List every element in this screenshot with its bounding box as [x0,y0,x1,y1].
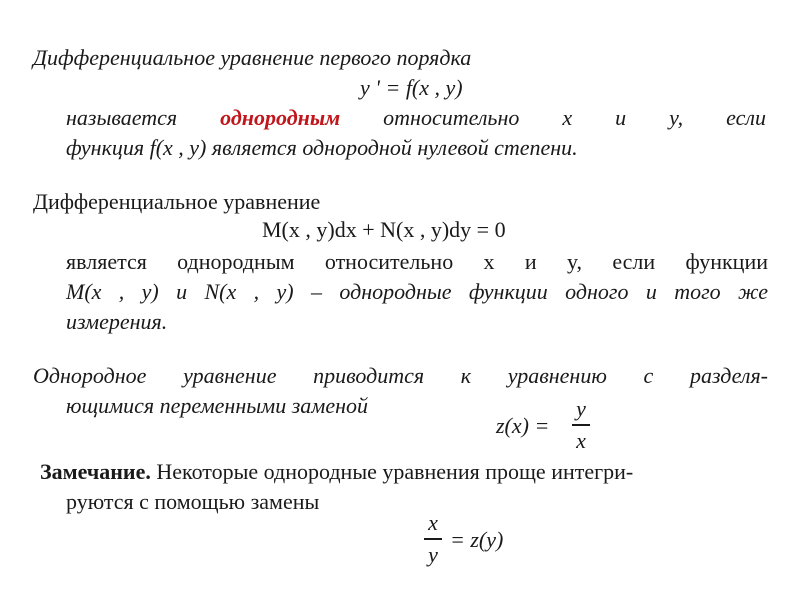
section1-line2 [66,104,766,132]
fraction-bar [572,424,590,426]
fraction-denominator: x [576,427,586,453]
section1-line2-pre: называется [66,105,221,130]
fraction-bar [424,538,442,540]
remark-line1-rest: Некоторые однородные уравнения проще интегри- [150,459,634,484]
remark-line2: руются с помощью замены [66,489,320,514]
formula-z-y-rhs: = z(y) [450,527,504,552]
highlight-term: однородным [220,105,341,130]
section2-line4: измерения. [66,309,168,334]
section2-line2: является однородным относительно x и y, если функции [66,249,768,274]
section1-equation: y ' = f(x , y) [360,75,463,100]
section2-line1: Дифференциальное уравнение [33,189,321,214]
formula-z-lhs: z(x) = [496,413,550,438]
section2-equation: M(x , y)dx + N(x , y)dy = 0 [262,217,506,242]
section2-line3: M(x , y) и N(x , y) – однородные функции одного и того же [66,279,768,304]
section3-line2: ющимися переменными заменой [66,393,369,418]
fraction-numerator: y [576,396,586,421]
remark-label: Замечание. [40,459,151,484]
formula-x-over-y [424,510,442,568]
section1-line2-post: относительно x и y, если [340,105,766,130]
section1-line3: функция f(x , y) является однородной нулевой степени. [66,135,578,160]
section1-line1: Дифференциальное уравнение первого порядка [33,45,472,70]
section3-line1: Однородное уравнение приводится к уравнению с разделя- [33,363,768,388]
remark-line1 [40,458,633,486]
fraction-denominator: y [428,541,438,567]
fraction-numerator: x [428,510,438,535]
formula-y-over-x [572,396,590,454]
